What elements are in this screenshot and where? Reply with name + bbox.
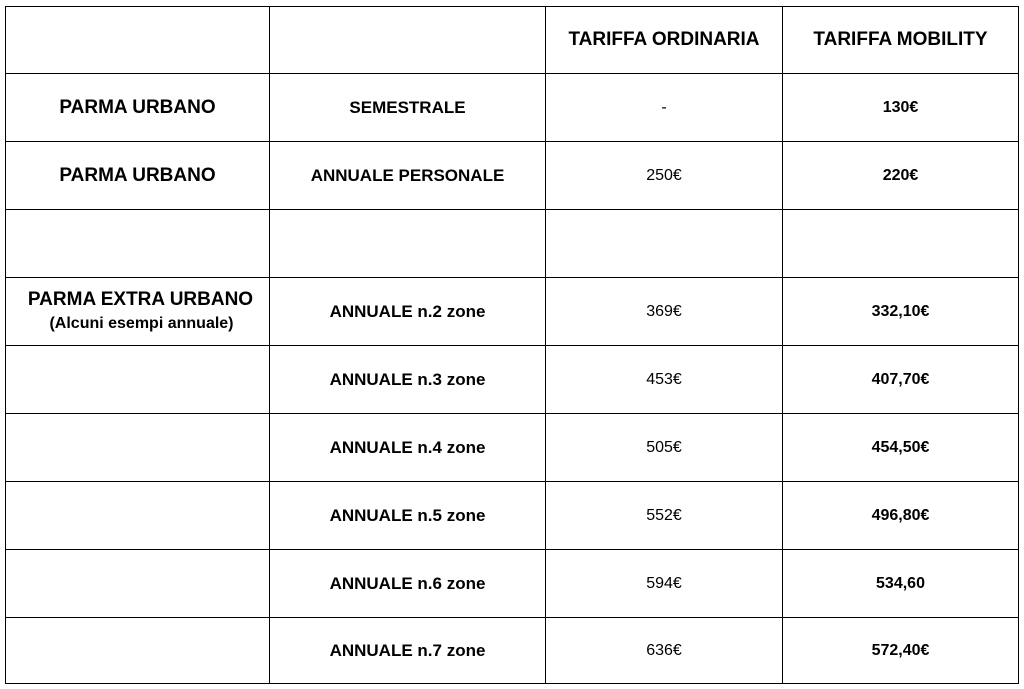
ordinaria-price-cell: - xyxy=(546,74,783,142)
table-row xyxy=(6,74,1019,142)
table-row xyxy=(6,414,1019,482)
header-cell-type xyxy=(270,7,546,74)
mobility-price-cell: 130€ xyxy=(783,74,1019,142)
table-row xyxy=(6,346,1019,414)
zone-cell xyxy=(6,414,270,482)
table-row xyxy=(6,278,1019,346)
table-row xyxy=(6,550,1019,618)
ordinaria-price-cell: 636€ xyxy=(546,618,783,684)
header-cell-mobility: TARIFFA MOBILITY xyxy=(783,7,1019,74)
mobility-price-cell: 534,60 xyxy=(783,550,1019,618)
mobility-price-cell: 220€ xyxy=(783,142,1019,210)
tariff-table xyxy=(5,6,1019,684)
ordinaria-price-cell: 369€ xyxy=(546,278,783,346)
mobility-price-cell xyxy=(783,210,1019,278)
mobility-price-cell: 496,80€ xyxy=(783,482,1019,550)
mobility-price-cell: 407,70€ xyxy=(783,346,1019,414)
ordinaria-price-cell: 453€ xyxy=(546,346,783,414)
ordinaria-price-cell: 505€ xyxy=(546,414,783,482)
mobility-price-cell: 572,40€ xyxy=(783,618,1019,684)
table-row xyxy=(6,618,1019,684)
zone-cell xyxy=(6,278,270,346)
zone-cell: PARMA URBANO xyxy=(6,74,270,142)
ticket-type-cell: ANNUALE n.7 zone xyxy=(270,618,546,684)
table-row xyxy=(6,142,1019,210)
ticket-type-cell: SEMESTRALE xyxy=(270,74,546,142)
ticket-type-cell: ANNUALE n.6 zone xyxy=(270,550,546,618)
zone-cell xyxy=(6,618,270,684)
mobility-price-cell: 332,10€ xyxy=(783,278,1019,346)
header-cell-ordinaria: TARIFFA ORDINARIA xyxy=(546,7,783,74)
ticket-type-cell: ANNUALE n.4 zone xyxy=(270,414,546,482)
table-row xyxy=(6,482,1019,550)
zone-label: PARMA EXTRA URBANO xyxy=(27,288,254,310)
ticket-type-cell: ANNUALE n.2 zone xyxy=(270,278,546,346)
zone-cell xyxy=(6,482,270,550)
zone-cell xyxy=(6,346,270,414)
ticket-type-cell: ANNUALE n.3 zone xyxy=(270,346,546,414)
zone-note: (Alcuni esempi annuale) xyxy=(49,314,234,332)
ordinaria-price-cell: 250€ xyxy=(546,142,783,210)
ticket-type-cell: ANNUALE PERSONALE xyxy=(270,142,546,210)
zone-cell: PARMA URBANO xyxy=(6,142,270,210)
zone-cell xyxy=(6,550,270,618)
zone-cell xyxy=(6,210,270,278)
table-header-row xyxy=(6,7,1019,74)
ticket-type-cell xyxy=(270,210,546,278)
ordinaria-price-cell xyxy=(546,210,783,278)
header-cell-zone xyxy=(6,7,270,74)
mobility-price-cell: 454,50€ xyxy=(783,414,1019,482)
ticket-type-cell: ANNUALE n.5 zone xyxy=(270,482,546,550)
ordinaria-price-cell: 552€ xyxy=(546,482,783,550)
table-row-empty xyxy=(6,210,1019,278)
ordinaria-price-cell: 594€ xyxy=(546,550,783,618)
